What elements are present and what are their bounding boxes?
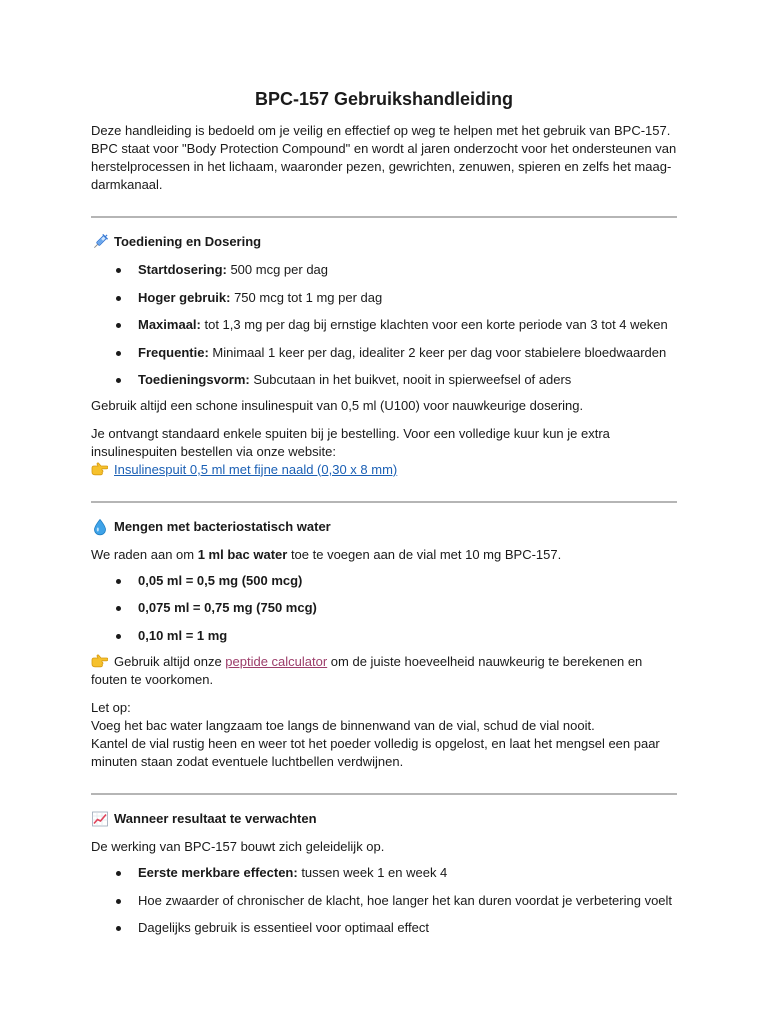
item-label: Hoger gebruik: xyxy=(138,289,231,305)
section-divider xyxy=(91,216,677,218)
order-note: Je ontvangt standaard enkele spuiten bij je bestelling. Voor een volledige kuur kun je extra insulinespuiten bestellen via onze website: xyxy=(91,425,610,459)
advice-bold: 1 ml bac water xyxy=(197,546,288,562)
calc-text: Gebruik altijd onze xyxy=(114,654,226,669)
page-title: BPC-157 Gebruikshandleiding xyxy=(254,89,514,109)
note-line: Voeg het bac water langzaam toe langs de binnenwand van de vial, schud de vial nooit. xyxy=(91,718,595,733)
syringe-note: Gebruik altijd een schone insulinespuit van 0,5 ml (U100) voor nauwkeurige dosering. xyxy=(91,397,584,413)
item-label: Eerste merkbare effecten: xyxy=(138,865,298,880)
mixing-advice xyxy=(91,546,677,564)
calc-text: om de juiste hoeveelheid nauwkeurig te berekenen en fouten te voorkomen. xyxy=(91,654,643,687)
section-heading-label: Mengen met bacteriostatisch water xyxy=(114,518,331,534)
item-label: 0,05 ml = 0,5 mg (500 mcg) xyxy=(138,572,303,588)
insulin-syringe-link[interactable]: Insulinespuit 0,5 ml met fijne naald (0,30 x 8 mm) xyxy=(114,461,398,477)
item-label: 0,10 ml = 1 mg xyxy=(138,627,228,643)
item-text: Dagelijks gebruik is essentieel voor optimaal effect xyxy=(138,920,429,935)
results-intro: De werking van BPC-157 bouwt zich geleidelijk op. xyxy=(91,839,385,854)
item-text: 750 mcg tot 1 mg per dag xyxy=(230,289,383,305)
item-text: 500 mcg per dag xyxy=(226,262,329,277)
list-item xyxy=(91,371,677,399)
list-item xyxy=(91,344,677,372)
item-label: 0,075 ml = 0,75 mg (750 mcg) xyxy=(138,600,317,615)
advice-text: toe te voegen aan de vial met 10 mg BPC-157. xyxy=(287,546,562,562)
item-label: Toedieningsvorm: xyxy=(138,372,250,387)
section-heading-results xyxy=(91,810,677,828)
list-item xyxy=(91,599,677,627)
list-item xyxy=(91,261,677,289)
item-text: Minimaal 1 keer per dag, idealiter 2 keer per dag voor stabielere bloedwaarden xyxy=(208,344,667,360)
list-item xyxy=(91,864,677,892)
list-item xyxy=(91,289,677,317)
section-heading-label: Toediening en Dosering xyxy=(114,234,262,249)
section-heading-label: Wanneer resultaat te verwachten xyxy=(114,811,317,826)
list-item xyxy=(91,316,677,344)
note-label: Let op: xyxy=(91,700,131,715)
syringe-icon xyxy=(91,233,109,251)
peptide-calculator-link[interactable]: peptide calculator xyxy=(225,654,328,669)
results-list xyxy=(91,864,677,947)
section-heading-mixing xyxy=(91,518,677,536)
section-heading-dosing xyxy=(91,233,677,251)
item-text: Subcutaan in het buikvet, nooit in spierweefsel of aders xyxy=(249,372,572,387)
item-label: Frequentie: xyxy=(138,344,209,360)
intro-paragraph: Deze handleiding is bedoeld om je veilig en effectief op weg te helpen met het gebruik van BPC-157. BPC staat voor "Body Protection Compound" en wordt al jaren onderzocht voor het ondersteunen van herstelprocessen in het lichaam, waaronder pezen, gewrichten, zenuwen, spieren en zelfs het maag-darmkanaal. xyxy=(91,123,677,192)
pointing-hand-icon xyxy=(91,462,108,476)
list-item xyxy=(91,572,677,600)
section-divider xyxy=(91,501,677,503)
calculator-note xyxy=(91,653,677,689)
item-text: Hoe zwaarder of chronischer de klacht, hoe langer het kan duren voordat je verbetering voelt xyxy=(138,892,673,908)
list-item xyxy=(91,919,677,947)
item-text: tot 1,3 mg per dag bij ernstige klachten voor een korte periode van 3 tot 4 weken xyxy=(200,317,668,332)
item-label: Startdosering: xyxy=(138,262,227,277)
order-link-line xyxy=(91,461,677,479)
advice-text: We raden aan om xyxy=(91,546,198,562)
pointing-hand-icon xyxy=(91,654,108,668)
item-text: tussen week 1 en week 4 xyxy=(297,865,448,880)
droplet-icon xyxy=(91,518,109,536)
mixing-list xyxy=(91,572,677,655)
note-line: Kantel de vial rustig heen en weer tot het poeder volledig is opgelost, en laat het mengsel een paar minuten staan zodat eventuele luchtbellen verdwijnen. xyxy=(91,736,660,769)
list-item xyxy=(91,627,677,655)
item-label: Maximaal: xyxy=(138,317,201,332)
chart-increasing-icon xyxy=(91,810,109,828)
list-item xyxy=(91,892,677,920)
document-page xyxy=(91,88,677,947)
section-divider xyxy=(91,793,677,795)
dosing-list xyxy=(91,261,677,399)
